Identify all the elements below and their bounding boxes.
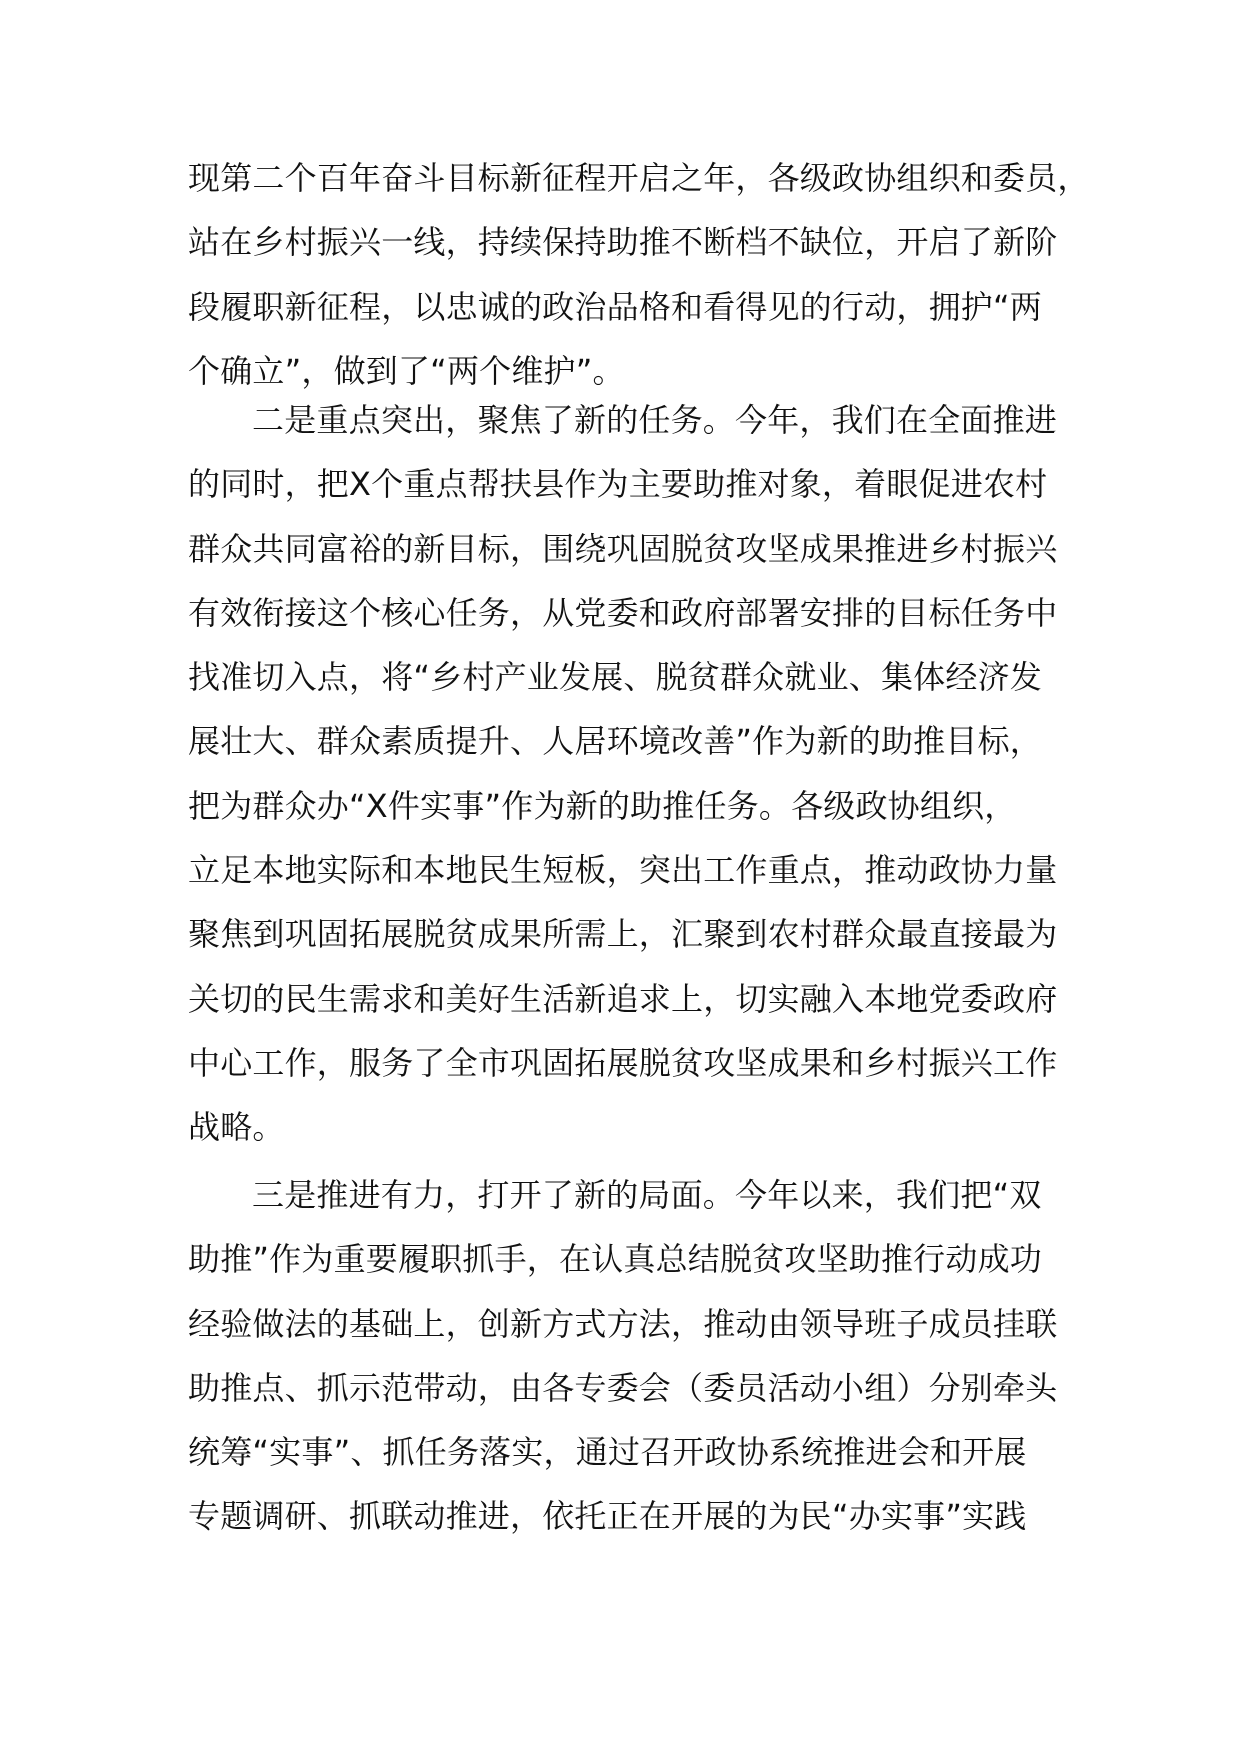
text-line: 专题调研、抓联动推进，依托正在开展的为民“办实事”实践 <box>188 1497 1027 1536</box>
text-line: 段履职新征程，以忠诚的政治品格和看得见的行动，拥护“两 <box>188 287 1042 326</box>
text-line: 助推点、抓示范带动，由各专委会（委员活动小组）分别牵头 <box>188 1368 1058 1407</box>
text-line: 把为群众办“X件实事”作为新的助推任务。各级政协组织， <box>188 786 1017 825</box>
text-line: 群众共同富裕的新目标，围绕巩固脱贫攻坚成果推进乡村振兴 <box>188 529 1058 568</box>
text-line: 经验做法的基础上，创新方式方法，推动由领导班子成员挂联 <box>188 1304 1058 1343</box>
text-line: 的同时，把X个重点帮扶县作为主要助推对象，着眼促进农村 <box>188 465 1048 504</box>
text-line: 统筹“实事”、抓任务落实，通过召开政协系统推进会和开展 <box>188 1433 1027 1472</box>
text-line: 三是推进有力，打开了新的局面。今年以来，我们把“双 <box>252 1176 1042 1214</box>
text-line: 战略。 <box>188 1108 285 1147</box>
paragraph-2 <box>188 388 1060 1160</box>
text-line: 个确立”，做到了“两个维护”。 <box>188 351 625 390</box>
text-line: 立足本地实际和本地民生短板，突出工作重点，推动政协力量 <box>188 851 1058 890</box>
text-line: 找准切入点，将“乡村产业发展、脱贫群众就业、集体经济发 <box>188 658 1042 697</box>
text-line: 二是重点突出，聚焦了新的任务。今年，我们在全面推进 <box>252 401 1058 439</box>
paragraph-1 <box>188 146 1090 403</box>
text-line: 聚焦到巩固拓展脱贫成果所需上，汇聚到农村群众最直接最为 <box>188 915 1058 954</box>
text-line: 有效衔接这个核心任务，从党委和政府部署安排的目标任务中 <box>188 593 1058 632</box>
text-line: 关切的民生需求和美好生活新追求上，切实融入本地党委政府 <box>188 979 1058 1018</box>
text-line: 中心工作，服务了全市巩固拓展脱贫攻坚成果和乡村振兴工作 <box>188 1043 1058 1082</box>
text-line: 助推”作为重要履职抓手，在认真总结脱贫攻坚助推行动成功 <box>188 1240 1042 1279</box>
paragraph-3 <box>188 1163 1060 1549</box>
text-line: 展壮大、群众素质提升、人居环境改善”作为新的助推目标， <box>188 722 1042 761</box>
text-line: 站在乡村振兴一线，持续保持助推不断档不缺位，开启了新阶 <box>188 223 1058 262</box>
text-line: 现第二个百年奋斗目标新征程开启之年，各级政协组织和委员， <box>188 159 1090 197</box>
